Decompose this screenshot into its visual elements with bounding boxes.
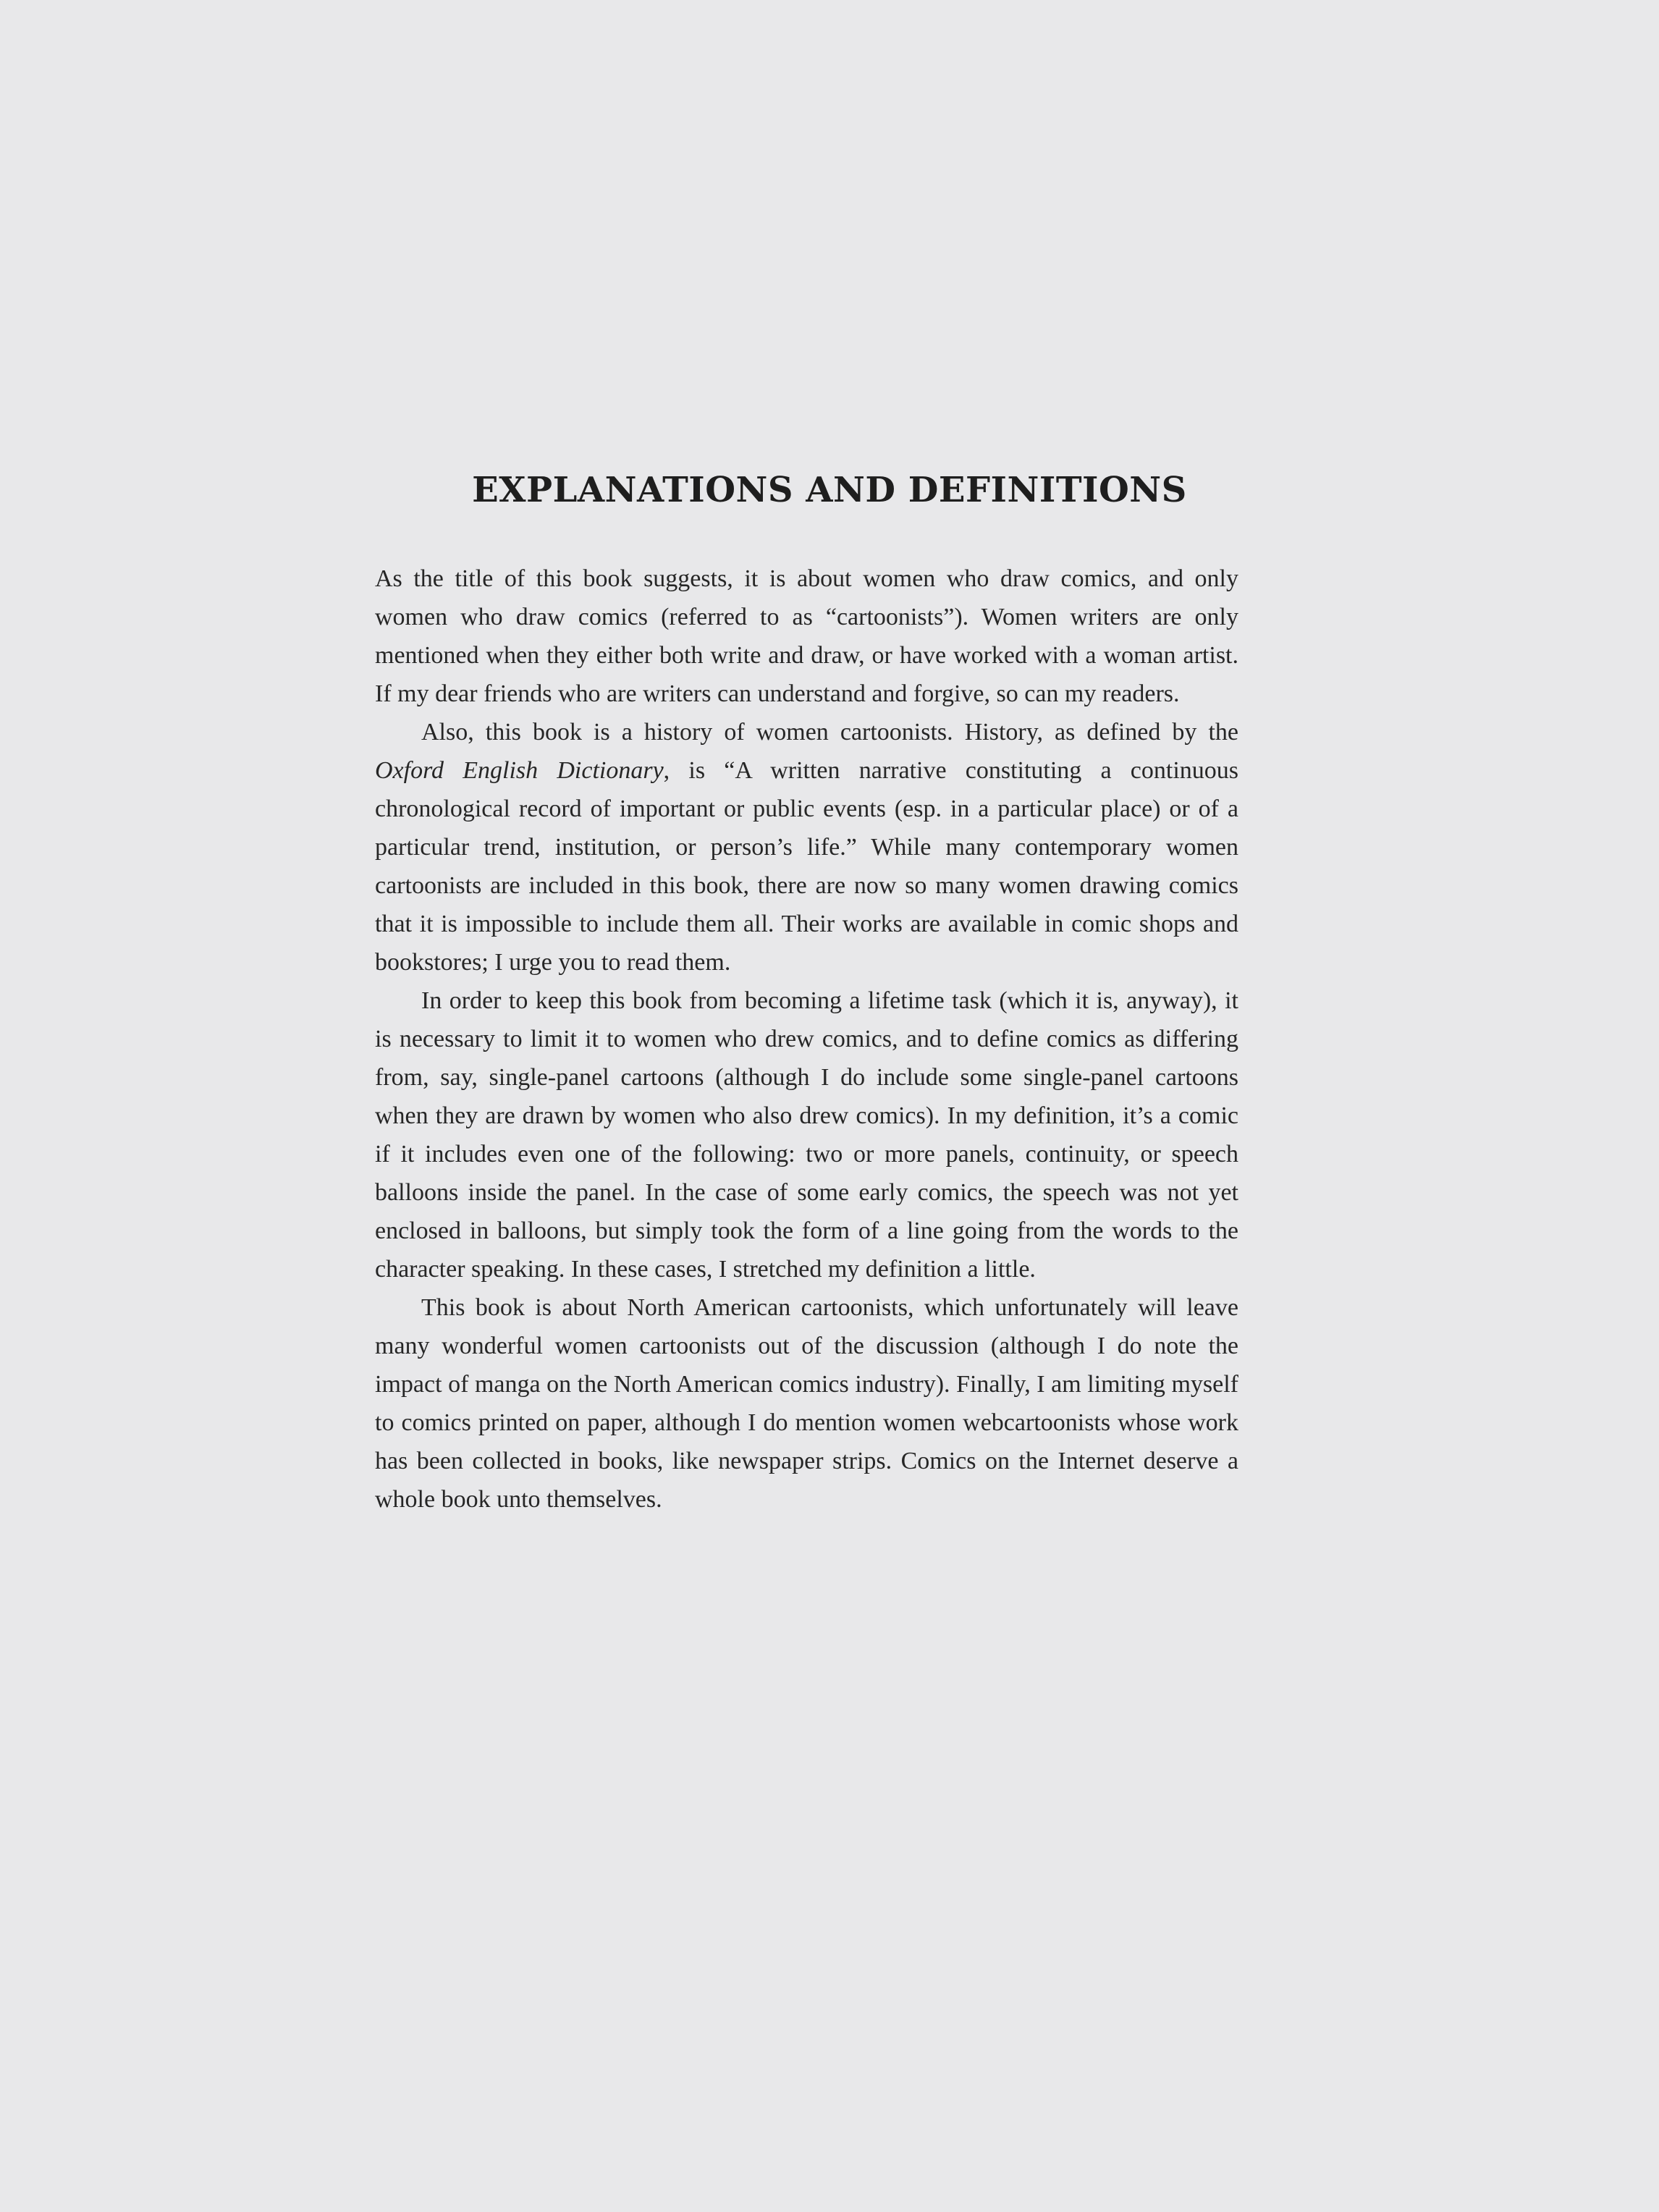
paragraph-1: As the title of this book suggests, it is about women who draw comics, and only women who draw comics (referred to as “cartoonists”). Women writers are only mentioned when they either both write and draw, or have worked with a woman artist. If my dear friends who are writers can understand and forgive, so can my readers. [375, 565, 1238, 707]
paragraph-2 [375, 713, 1238, 982]
paragraph-2-before: Also, this book is a history of women cartoonists. History, as defined by the [421, 719, 1238, 746]
paragraph-4: This book is about North American cartoonists, which unfortunately will leave many wonderful women cartoonists out of the discussion (although I do note the impact of manga on the North American comics industry). Finally, I am limiting myself to comics printed on paper, although I do mention women webcartoonists whose work has been collected in books, like newspaper strips. Comics on the Internet deserve a whole book unto themselves. [375, 1294, 1238, 1513]
chapter-title: EXPLANATIONS AND DEFINITIONS [472, 470, 1187, 510]
paragraph-2-after: , is “A written narrative constituting a continuous chronological record of important or public events (esp. in a particular place) or of a particular trend, institution, or person’s life.” While many contemporary women cartoonists are included in this book, there are now so many women drawing comics that it is impossible to include them all. Their works are available in comic shops and bookstores; I urge you to read them. [375, 757, 1239, 976]
oxford-dictionary-title: Oxford English Dictionary [375, 757, 664, 784]
chapter-body [375, 560, 1238, 1519]
paragraph-3: In order to keep this book from becoming a lifetime task (which it is, anyway), it is necessary to limit it to women who drew comics, and to define comics as differing from, say, single-panel cartoons (although I do include some single-panel cartoons when they are drawn by women who also drew comics). In my definition, it’s a comic if it includes even one of the following: two or more panels, continuity, or speech balloons inside the panel. In the case of some early comics, the speech was not yet enclosed in balloons, but simply took the form of a line going from the words to the character speaking. In these cases, I stretched my definition a little. [375, 987, 1238, 1283]
